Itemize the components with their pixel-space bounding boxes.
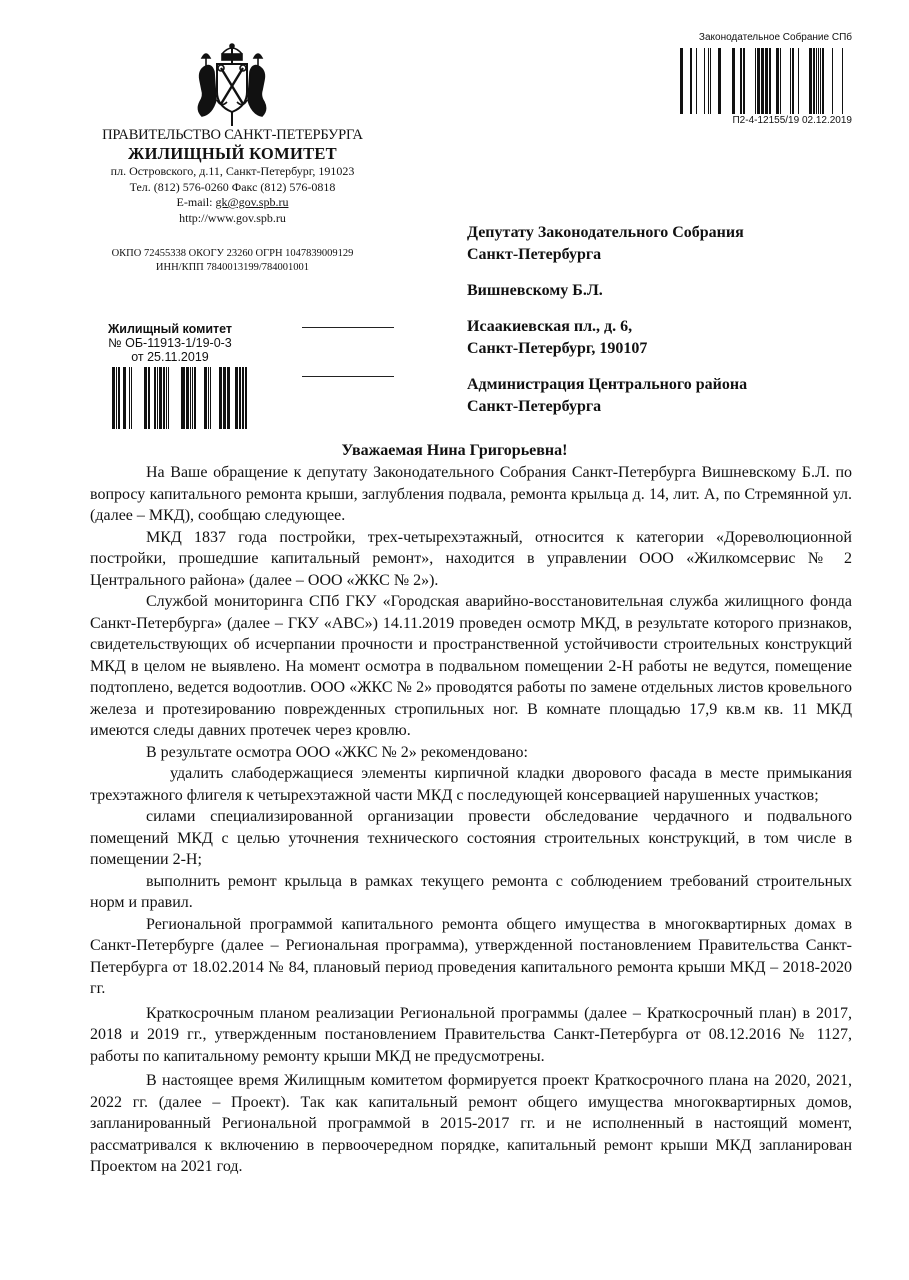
incoming-stamp-title: Законодательное Собрание СПб	[698, 32, 852, 43]
paragraph: силами специализированной организации провести обследование чердачного и подвального помещений МКД с целью уточнения технического состояния строительных конструкций, в том числе в помещении 2-Н;	[90, 808, 852, 868]
registration-stamp	[90, 322, 250, 364]
registration-number: № ОБ-11913-1/19-0-3	[108, 336, 232, 350]
paragraph: Региональной программой капитального ремонта общего имущества в многоквартирных домах в Санкт-Петербурге (далее – Региональная программа), утвержденной постановлением Правительства Санкт-Петербурга от 18.02.2014 № 84, плановый период проведения капитального ремонта крыши МКД – 2018-2020 гг.	[90, 915, 852, 997]
email-link[interactable]: gk@gov.spb.ru	[215, 195, 289, 209]
addressee-name: Вишневскому Б.Л.	[467, 282, 603, 299]
barcode-icon	[680, 48, 852, 114]
paragraph: МКД 1837 года постройки, трех-четырехэтажный, относится к категории «Дореволюционной постройки, прошедшие капитальный ремонт», находится в управлении ООО «Жилкомсервис № 2 Центрального района» (далее – ООО «ЖКС № 2»).	[90, 528, 852, 589]
government-name: ПРАВИТЕЛЬСТВО САНКТ-ПЕТЕРБУРГА	[102, 127, 363, 143]
codes-line-2: ИНН/КПП 7840013199/784001001	[155, 262, 310, 273]
blank-line	[302, 327, 394, 328]
paragraph: Краткосрочным планом реализации Региональной программы (далее – Краткосрочный план) в 2017, 2018 и 2019 гг., утвержденным постановлением Правительства Санкт-Петербурга от 08.12.2016 № 1127, работы по капитальному ремонту крыши МКД не предусмотрены.	[90, 1004, 852, 1065]
addressee-block	[467, 222, 867, 418]
letter-body	[90, 462, 852, 1178]
paragraph: Службой мониторинга СПб ГКУ «Городская аварийно-восстановительная служба жилищного фонда Санкт-Петербурга» (далее – ГКУ «АВС») 14.11.2019 проведен осмотр МКД, в результате которого признаков, свидетельствующих об исчерпании прочности и пространственной устойчивости строительных конструкций МКД в целом не выявлено. На момент осмотра в подвальном помещении 2-Н работы не ведутся, помещение подтоплено, ведется водоотлив. ООО «ЖКС № 2» проводятся работы по замене отдельных листов кровельного железа и протезированию поврежденных стропильных ног. В комнате площадью 17,9 кв.м кв. 11 МКД имеются следы давних протечек через кровлю.	[90, 593, 852, 739]
blank-line	[302, 376, 394, 377]
addressee-line-1: Депутату Законодательного Собрания	[467, 224, 744, 241]
incoming-stamp-code: П2-4-12155/19 02.12.2019	[732, 115, 852, 126]
paragraph: В результате осмотра ООО «ЖКС № 2» рекомендовано:	[146, 743, 528, 761]
sender-website[interactable]: http://www.gov.spb.ru	[179, 210, 286, 225]
email-label: E-mail:	[176, 195, 216, 209]
copy-recipient-1: Администрация Центрального района	[467, 376, 748, 393]
salutation: Уважаемая Нина Григорьевна!	[341, 442, 568, 459]
addressee-address-2: Санкт-Петербург, 190107	[467, 340, 648, 357]
addressee-address-1: Исаакиевская пл., д. 6,	[467, 318, 633, 335]
barcode-icon	[112, 367, 248, 429]
addressee-line-2: Санкт-Петербурга	[467, 246, 602, 263]
copy-recipient-2: Санкт-Петербурга	[467, 398, 602, 415]
codes-line-1: ОКПО 72455338 ОКОГУ 23260 ОГРН 1047839009129	[111, 248, 354, 259]
sender-codes	[80, 247, 385, 275]
sender-email-line	[80, 195, 385, 211]
committee-name: ЖИЛИЩНЫЙ КОМИТЕТ	[127, 144, 337, 163]
sender-address: пл. Островского, д.11, Санкт-Петербург, 191023	[110, 164, 355, 178]
paragraph: удалить слабодержащиеся элементы кирпичной кладки дворового фасада в месте примыкания трехэтажного флигеля к четырехэтажной части МКД с последующей консервацией нарушенных участков;	[90, 765, 852, 804]
registration-org: Жилищный комитет	[107, 322, 233, 336]
registration-date: от 25.11.2019	[131, 350, 209, 364]
sender-header	[80, 126, 385, 226]
spb-coat-of-arms-icon	[192, 40, 272, 128]
paragraph: На Ваше обращение к депутату Законодательного Собрания Санкт-Петербурга Вишневскому Б.Л. по вопросу капитального ремонта крыши, заглубления подвала, ремонта крыльца д. 14, лит. А, по Стремянной ул. (далее – МКД), сообщаю следующее.	[90, 464, 852, 524]
paragraph: В настоящее время Жилищным комитетом формируется проект Краткосрочного плана на 2020, 2021, 2022 гг. (далее – Проект). Так как капитальный ремонт общего имущества многоквартирных домов, запланированный Региональной программой в 2015-2017 гг. и не исполненный в настоящий момент, рассматривался к включению в первоочередном порядке, капитальный ремонт крыши МКД запланирован Проектом на 2021 год.	[90, 1072, 852, 1175]
sender-phone: Тел. (812) 576-0260 Факс (812) 576-0818	[129, 179, 336, 194]
paragraph: выполнить ремонт крыльца в рамках текущего ремонта с соблюдением требований строительных норм и правил.	[90, 872, 852, 911]
